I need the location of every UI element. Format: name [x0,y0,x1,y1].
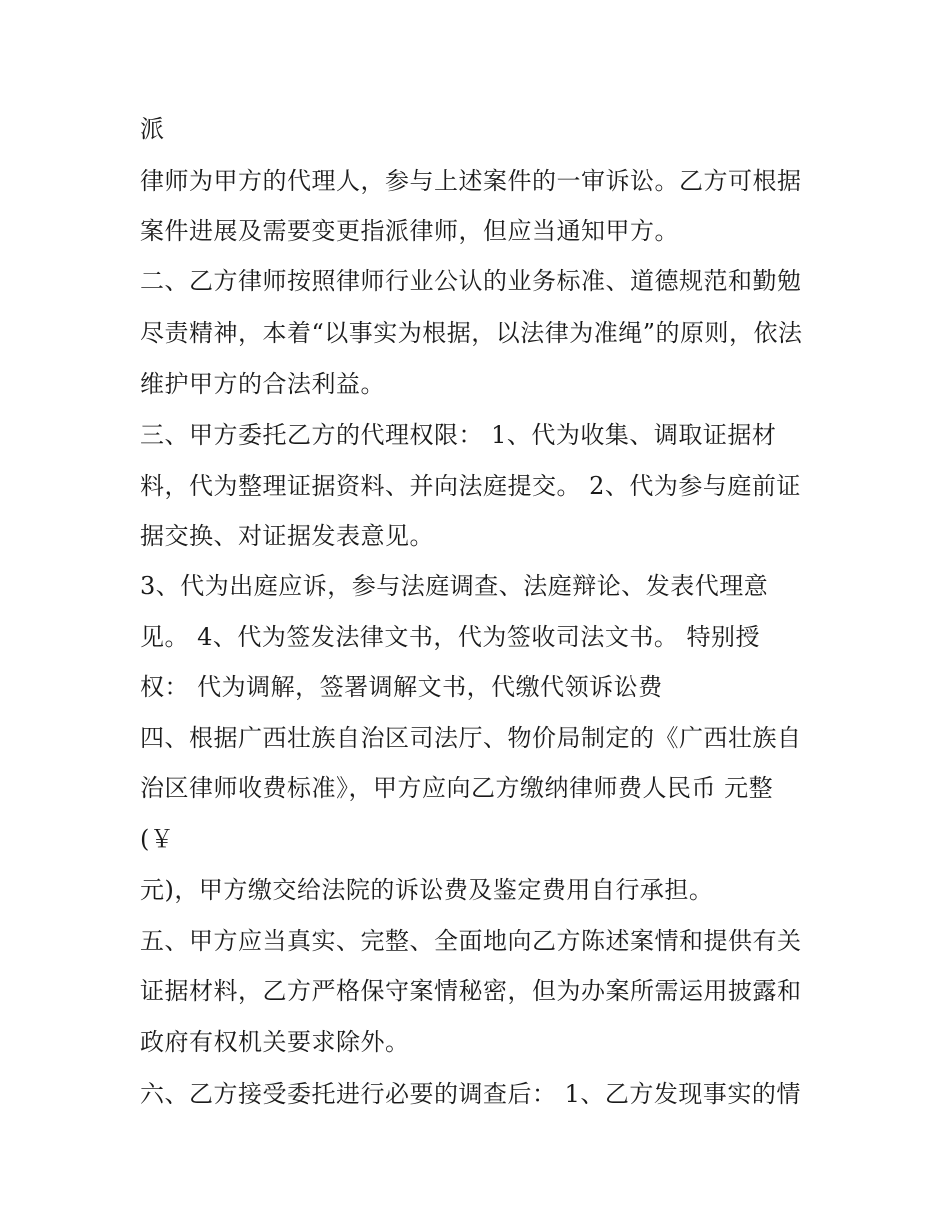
text-line: 元)，甲方缴交给法院的诉讼费及鉴定费用自行承担。 [140,876,714,904]
text-line: 派 [140,115,165,143]
text-line: 律师为甲方的代理人，参与上述案件的一审诉讼。乙方可根据 [140,167,802,195]
text-line: 3、代为出庭应诉，参与法庭调查、法庭辩论、发表代理意 [140,572,769,600]
text-line: 料，代为整理证据资料、并向法庭提交。 2、代为参与庭前证 [140,472,801,500]
text-line: 二、乙方律师按照律师行业公认的业务标准、道德规范和勤勉 [140,267,802,295]
text-line: 政府有权机关要求除外。 [140,1028,410,1056]
text-line: 尽责精神，本着“以事实为根据，以法律为准绳”的原则，依法 [140,319,803,347]
text-line: 五、甲方应当真实、完整、全面地向乙方陈述案情和提供有关 [140,927,802,955]
text-line: 三、甲方委托乙方的代理权限： 1、代为收集、调取证据材 [140,421,777,449]
text-line: 权： 代为调解，签署调解文书，代缴代领诉讼费 [140,673,663,701]
text-line: 见。 4、代为签发法律文书，代为签收司法文书。 特别授 [140,623,761,651]
text-line: 案件进展及需要变更指派律师，但应当通知甲方。 [140,217,679,245]
text-line: (￥ [140,825,175,853]
text-line: 据交换、对证据发表意见。 [140,522,434,550]
text-line: 四、根据广西壮族自治区司法厅、物价局制定的《广西壮族自 [140,724,802,752]
text-line: 维护甲方的合法利益。 [140,370,385,398]
text-line: 治区律师收费标准》，甲方应向乙方缴纳律师费人民币 元整 [140,774,774,802]
text-line: 证据材料，乙方严格保守案情秘密，但为办案所需运用披露和 [140,977,802,1005]
text-line: 六、乙方接受委托进行必要的调查后： 1、乙方发现事实的情 [140,1080,801,1108]
